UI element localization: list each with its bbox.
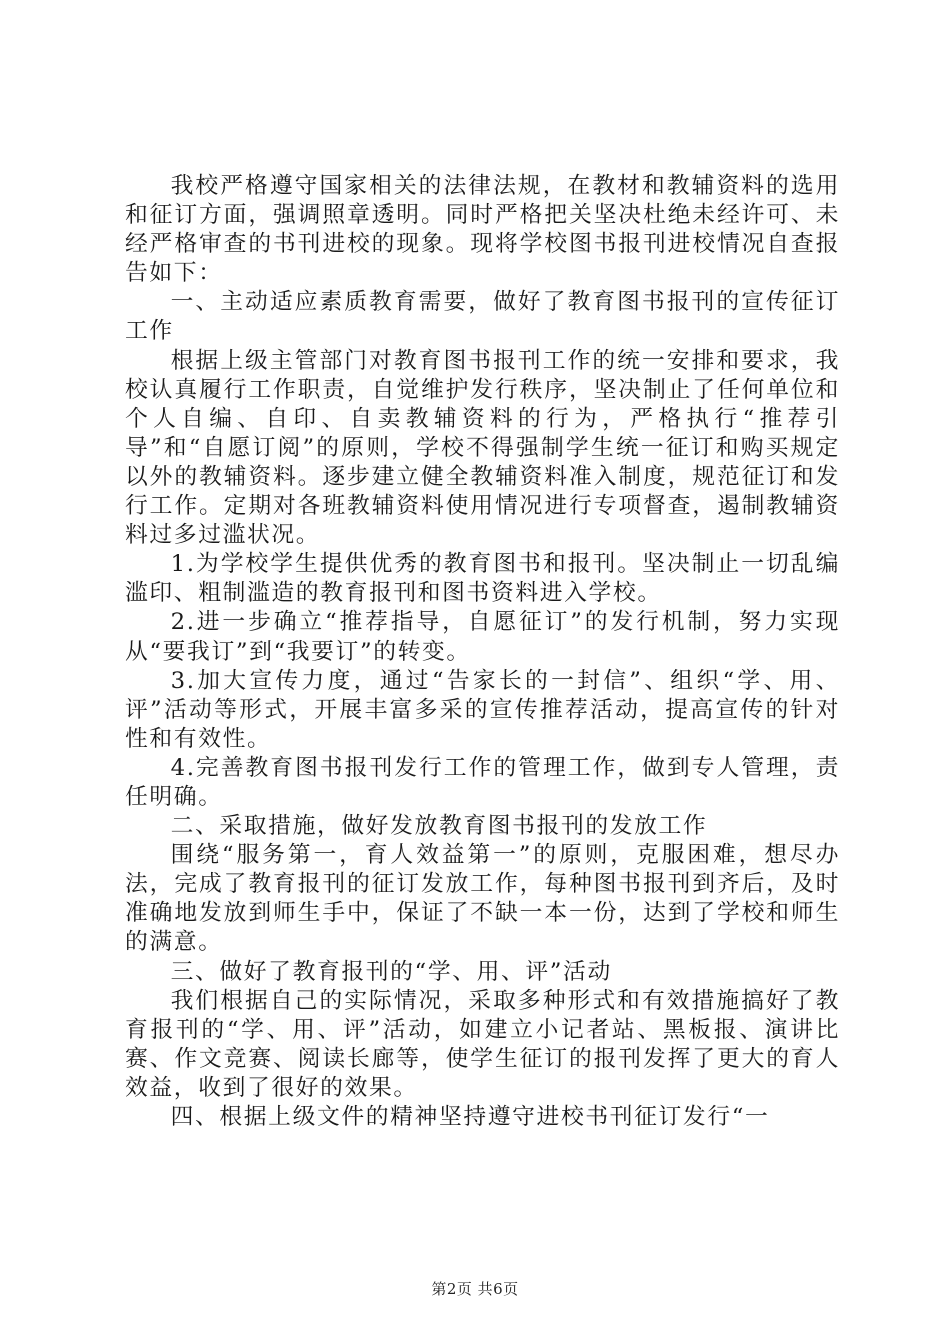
page-number-footer: 第2页 共6页 bbox=[431, 1280, 519, 1298]
heading-section-1: 一、主动适应素质教育需要，做好了教育图书报刊的宣传征订工作 bbox=[125, 289, 840, 345]
heading-section-3: 三、做好了教育报刊的“学、用、评”活动 bbox=[170, 958, 612, 985]
document-body bbox=[125, 172, 840, 1132]
heading-section-2: 二、采取措施，做好发放教育图书报刊的发放工作 bbox=[170, 813, 708, 840]
list-item-4: 4.完善教育图书报刊发行工作的管理工作，做到专人管理，责任明确。 bbox=[125, 754, 840, 810]
list-item-2: 2.进一步确立“推荐指导，自愿征订”的发行机制，努力实现从“要我订”到“我要订”的转变。 bbox=[125, 609, 840, 665]
paragraph-section-1: 根据上级主管部门对教育图书报刊工作的统一安排和要求，我校认真履行工作职责，自觉维护发行秩序，坚决制止了任何单位和个人自编、自印、自卖教辅资料的行为，严格执行“推荐引导”和“自愿订阅”的原则，学校不得强制学生统一征订和购买规定以外的教辅资料。逐步建立健全教辅资料准入制度，规范征订和发行工作。定期对各班教辅资料使用情况进行专项督查，遏制教辅资料过多过滥状况。 bbox=[125, 347, 840, 549]
paragraph-section-2: 围绕“服务第一，育人效益第一”的原则，克服困难，想尽办法，完成了教育报刊的征订发放工作，每种图书报刊到齐后，及时准确地发放到师生手中，保证了不缺一本一份，达到了学校和师生的满意。 bbox=[125, 842, 840, 956]
paragraph-section-3: 我们根据自己的实际情况，采取多种形式和有效措施搞好了教育报刊的“学、用、评”活动，如建立小记者站、黑板报、演讲比赛、作文竞赛、阅读长廊等，使学生征订的报刊发挥了更大的育人效益，收到了很好的效果。 bbox=[125, 987, 840, 1101]
heading-section-4: 四、根据上级文件的精神坚持遵守进校书刊征订发行“一 bbox=[170, 1104, 770, 1130]
list-item-3: 3.加大宣传力度，通过“告家长的一封信”、组织“学、用、评”活动等形式，开展丰富多采的宣传推荐活动，提高宣传的针对性和有效性。 bbox=[125, 667, 840, 752]
paragraph-intro: 我校严格遵守国家相关的法律法规，在教材和教辅资料的选用和征订方面，强调照章透明。同时严格把关坚决杜绝未经许可、未经严格审查的书刊进校的现象。现将学校图书报刊进校情况自查报告如下： bbox=[125, 173, 840, 287]
list-item-1: 1.为学校学生提供优秀的教育图书和报刊。坚决制止一切乱编滥印、粗制滥造的教育报刊和图书资料进入学校。 bbox=[125, 551, 840, 607]
